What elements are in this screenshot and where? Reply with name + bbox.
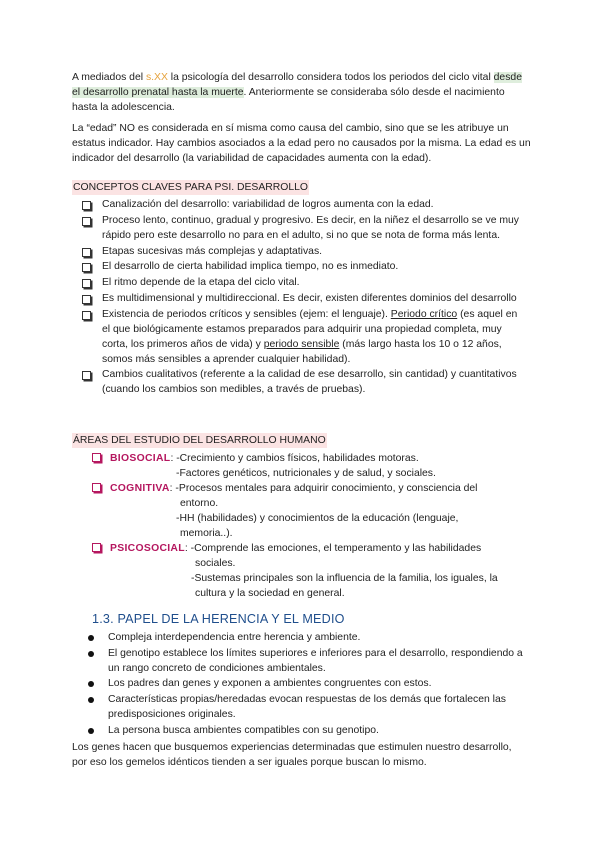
areas-heading: ÁREAS DEL ESTUDIO DEL DESARROLLO HUMANO xyxy=(73,435,326,446)
bullet-dot-icon xyxy=(88,697,94,703)
intro-text-1: A mediados del xyxy=(72,72,146,83)
critical-text-c: (es aquel en el que biológicamente estamos preparados para adquirir una propiedad completa, muy corta, los primeros años de vida) y xyxy=(102,309,518,350)
list-item xyxy=(82,368,522,398)
list-item xyxy=(82,292,522,307)
list-item xyxy=(88,724,528,739)
concepts-list xyxy=(82,198,522,399)
area-text: -HH (habilidades) y conocimientos de la educación (lenguaje, xyxy=(176,513,459,524)
critical-text-e: (más largo hasta los 10 o 12 años, somos más sensibles a aprender cualquier habilidad). xyxy=(102,338,502,365)
heredity-list xyxy=(88,631,528,740)
list-item xyxy=(82,214,522,244)
list-item-text: Es multidimensional y multidireccional. Es decir, existen diferentes dominios del desarrollo xyxy=(102,293,517,305)
checkbox-bullet-icon xyxy=(82,279,91,288)
checkbox-bullet-icon xyxy=(82,248,91,257)
checkbox-bullet-icon xyxy=(92,483,101,492)
list-item xyxy=(88,677,528,692)
list-item-text: Etapas sucesivas más complejas y adaptativas. xyxy=(102,245,323,257)
area-biosocial xyxy=(92,452,419,467)
checkbox-bullet-icon xyxy=(92,453,101,462)
sensitive-term: periodo sensible xyxy=(263,338,340,350)
area-tag-biosocial: BIOSOCIAL xyxy=(110,453,171,464)
list-item xyxy=(88,631,528,646)
area-text: : -Comprende las emociones, el temperamento y las habilidades xyxy=(184,543,482,554)
list-item xyxy=(82,260,522,275)
bullet-dot-icon xyxy=(88,681,94,687)
list-item xyxy=(82,245,522,260)
list-item-critical-periods xyxy=(82,308,522,367)
list-item xyxy=(88,693,528,723)
checkbox-bullet-icon xyxy=(82,311,91,320)
critical-text-a: Existencia de periodos críticos y sensibles (ejem: el lenguaje). xyxy=(102,309,391,321)
list-item xyxy=(82,276,522,291)
section-title: 1.3. PAPEL DE LA HERENCIA Y EL MEDIO xyxy=(92,612,345,626)
intro-paragraph xyxy=(72,70,532,115)
bullet-dot-icon xyxy=(88,651,94,657)
checkbox-bullet-icon xyxy=(82,295,91,304)
intro-text-3: . Anteriormente se consideraba sólo desde el nacimiento hasta la adolescencia. xyxy=(72,87,505,113)
list-item-text: Características propias/heredadas evocan respuestas de los demás que fortalecen las predisposiciones originales. xyxy=(108,694,506,720)
list-item xyxy=(82,198,522,213)
list-item-text: El ritmo depende de la etapa del ciclo vital. xyxy=(102,277,300,289)
intro-century: s.XX xyxy=(145,72,168,83)
area-text: : -Procesos mentales para adquirir conocimiento, y consciencia del xyxy=(169,483,478,494)
checkbox-bullet-icon xyxy=(82,371,91,380)
checkbox-bullet-icon xyxy=(82,217,91,226)
list-item-text: El genotipo establece los límites superiores e inferiores para el desarrollo, respondiendo a un rango concreto de condiciones ambientales. xyxy=(108,647,523,674)
area-text: cultura y la sociedad en general. xyxy=(195,588,345,599)
checkbox-bullet-icon xyxy=(82,201,91,210)
area-psicosocial xyxy=(92,542,481,557)
critical-term: Periodo crítico xyxy=(390,309,458,321)
area-tag-psicosocial: PSICOSOCIAL xyxy=(110,543,185,554)
area-text: -Sustemas principales son la influencia de la familia, los iguales, la xyxy=(191,573,498,584)
closing-paragraph: Los genes hacen que busquemos experiencias determinadas que estimulen nuestro desarrollo, por eso los gemelos idénticos tienden a ser iguales porque buscan lo mismo. xyxy=(72,742,512,768)
list-item-text: Los padres dan genes y exponen a ambientes congruentes con estos. xyxy=(108,678,432,690)
area-text: memoria..). xyxy=(180,528,233,539)
area-tag-cognitiva: COGNITIVA xyxy=(110,483,170,494)
checkbox-bullet-icon xyxy=(82,263,91,272)
intro-highlight: desde el desarrollo prenatal hasta la muerte xyxy=(72,72,522,98)
list-item-text: Compleja interdependencia entre herencia y ambiente. xyxy=(108,632,361,643)
edad-paragraph: La “edad” NO es considerada en sí misma como causa del cambio, sino que se les atribuye un estatus indicador. Hay cambios asociados a la edad pero no causados por la misma. La edad es un indicador del desarrollo (la variabilidad de capacidades aumenta con la edad). xyxy=(72,123,531,164)
area-cognitiva xyxy=(92,482,477,497)
list-item-text: La persona busca ambientes compatibles con su genotipo. xyxy=(108,724,379,736)
intro-text-2: la psicología del desarrollo considera todos los periodos del ciclo vital xyxy=(167,72,494,83)
checkbox-bullet-icon xyxy=(92,543,101,552)
list-item-text: Proceso lento, continuo, gradual y progresivo. Es decir, en la niñez el desarrollo se ve muy rápido pero este desarrollo no para en el adulto, si no que se nota de forma más lenta. xyxy=(102,214,520,241)
area-text: sociales. xyxy=(195,558,236,569)
bullet-dot-icon xyxy=(88,728,94,734)
area-text: : -Crecimiento y cambios físicos, habilidades motoras. xyxy=(170,453,419,464)
list-item xyxy=(88,647,528,677)
concepts-heading: CONCEPTOS CLAVES PARA PSI. DESARROLLO xyxy=(73,182,309,193)
list-item-text: El desarrollo de cierta habilidad implica tiempo, no es inmediato. xyxy=(102,261,399,273)
area-text: -Factores genéticos, nutricionales y de salud, y sociales. xyxy=(176,468,436,479)
list-item-text: Cambios cualitativos (referente a la calidad de ese desarrollo, sin cantidad) y cuantitativos (cuando los cambios son medibles, a través de pruebas). xyxy=(102,369,517,396)
list-item-text: Canalización del desarrollo: variabilidad de logros aumenta con la edad. xyxy=(102,199,434,210)
area-text: entorno. xyxy=(180,498,219,509)
bullet-dot-icon xyxy=(88,635,94,641)
